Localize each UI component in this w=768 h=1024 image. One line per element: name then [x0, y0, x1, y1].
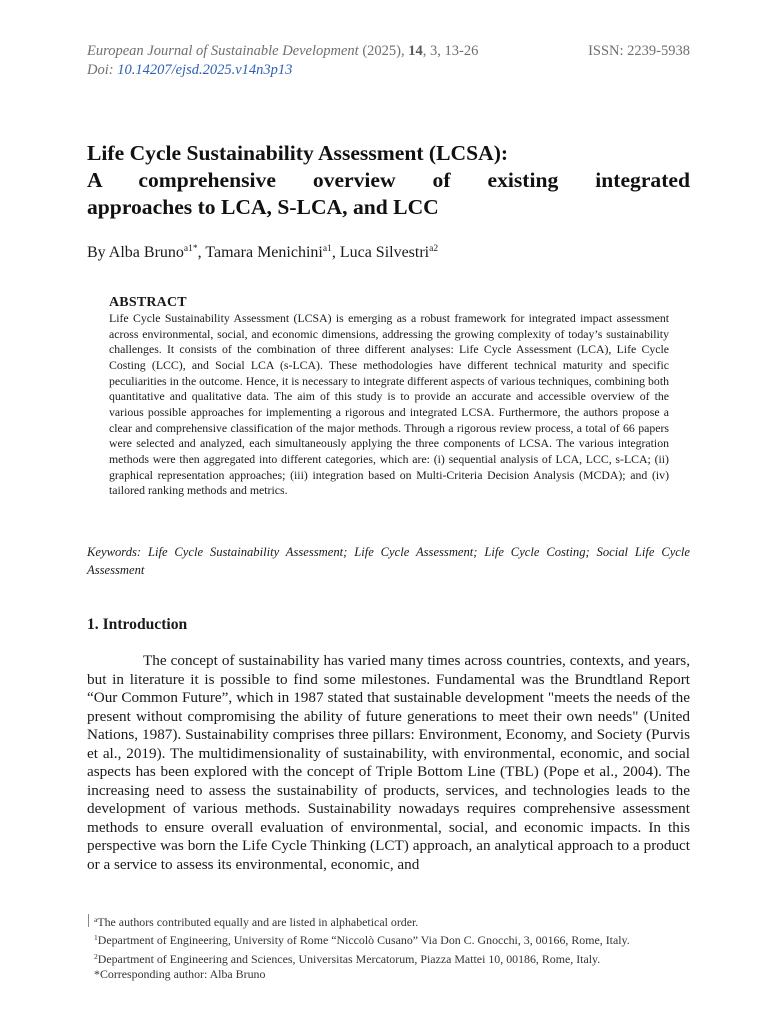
journal-volume: 14: [408, 43, 423, 59]
footnotes: [88, 912, 690, 983]
abstract: [109, 295, 669, 499]
footnote-4-text: *Corresponding author: Alba Bruno: [94, 967, 266, 982]
author-2: , Tamara Menichini: [197, 244, 323, 261]
journal-name: European Journal of Sustainable Development: [87, 43, 359, 59]
title-line-1: Life Cycle Sustainability Assessment (LCSA):: [87, 141, 509, 165]
abstract-text: Life Cycle Sustainability Assessment (LCSA) is emerging as a robust framework for integrated impact assessment across environmental, social, and economic dimensions, addressing the growing complexity of today’s sustainability challenges. It consists of the combination of three different analyses: Life Cycle Assessment (LCA), Life Cycle Costing (LCC), and Social LCA (s-LCA). These methodologies have different technical maturity and specific peculiarities in the outcome. Hence, it is necessary to integrate different aspects of various techniques, combining both quantitative and qualitative data. The aim of this study is to provide an accurate and accessible overview of the various possible approaches for implementing a rigorous and integrated LCSA. Furthermore, the authors propose a clear and comprehensive classification of the major methods. Through a rigorous review process, a total of 66 papers were selected and analyzed, each simultaneously applying the three components of LCSA. The various integration methods were then aggregated into different categories, which are: (i) sequential analysis of LCA, LCC, s-LCA; (ii) graphical representation approaches; (iii) integration based on Multi-Criteria Decision Analysis (MCDA); and (iv) tailored ranking methods and metrics.: [109, 311, 669, 498]
abstract-heading: ABSTRACT: [109, 295, 187, 310]
journal-issue-pages: , 3, 13-26: [422, 43, 479, 59]
author-1-affiliation: a1*: [183, 244, 198, 254]
footnote-4: [88, 967, 690, 982]
author-1: Alba Bruno: [108, 244, 184, 261]
footnote-1-text: The authors contributed equally and are listed in alphabetical order.: [97, 915, 419, 929]
author-list: [87, 238, 438, 264]
doi-line: [87, 61, 690, 80]
footnote-3: [88, 949, 690, 967]
section-heading-introduction: 1. Introduction: [87, 616, 188, 633]
author-prefix: By: [87, 244, 109, 261]
footnote-2: [88, 930, 690, 948]
footnote-3-text: Department of Engineering and Sciences, Universitas Mercatorum, Piazza Mattei 10, 00186, Rome, Italy.: [97, 951, 601, 966]
journal-year: (2025),: [362, 43, 409, 59]
journal-citation: [87, 42, 478, 61]
doi-link[interactable]: 10.14207/ejsd.2025.v14n3p13: [117, 62, 293, 78]
paper-title: [87, 140, 690, 221]
footnote-rule: [88, 914, 89, 927]
footnote-2-text: Department of Engineering, University of Rome “Niccolò Cusano” Via Don C. Gnocchi, 3, 00166, Rome, Italy.: [97, 933, 630, 948]
introduction-body: [87, 652, 690, 874]
footnote-3-mark: 2: [94, 951, 98, 961]
title-line-3: approaches to LCA, S-LCA, and LCC: [87, 195, 439, 219]
title-line-2: A comprehensive overview of existing integrated: [87, 168, 690, 192]
introduction-paragraph: The concept of sustainability has varied many times across countries, contexts, and years, but in literature it is possible to find some milestones. Fundamental was the Brundtland Report “Our Common Future”, which in 1987 stated that sustainable development "meets the needs of the present without compromising the ability of future generations to meet their own needs" (United Nations, 1987). Sustainability comprises three pillars: Environment, Economy, and Society (Purvis et al., 2019). The multidimensionality of sustainability, with environmental, economic, and social aspects has been explored with the concept of Triple Bottom Line (TBL) (Pope et al., 2004). The increasing need to assess the sustainability of products, services, and technologies leads to the development of various methods. Sustainability nowadays requires comprehensive assessment methods to ensure overall evaluation of environmental, social, and economic impacts. In this perspective was born the Life Cycle Thinking (LCT) approach, an analytical approach to a product or a service to assess its environmental, economic, and: [87, 652, 690, 873]
footnote-2-mark: 1: [94, 933, 98, 943]
keywords: Keywords: Life Cycle Sustainability Assessment; Life Cycle Assessment; Life Cycle Costing; Social Life Cycle Assessment: [87, 545, 690, 577]
issn: ISSN: 2239-5938: [588, 43, 690, 59]
footnote-1: [88, 912, 690, 930]
author-3: , Luca Silvestri: [331, 244, 430, 261]
journal-header: [87, 42, 690, 80]
footnote-1-mark: a: [94, 915, 98, 924]
doi-label: Doi:: [87, 62, 118, 78]
author-3-affiliation: a2: [429, 244, 439, 254]
author-2-affiliation: a1: [322, 244, 332, 254]
